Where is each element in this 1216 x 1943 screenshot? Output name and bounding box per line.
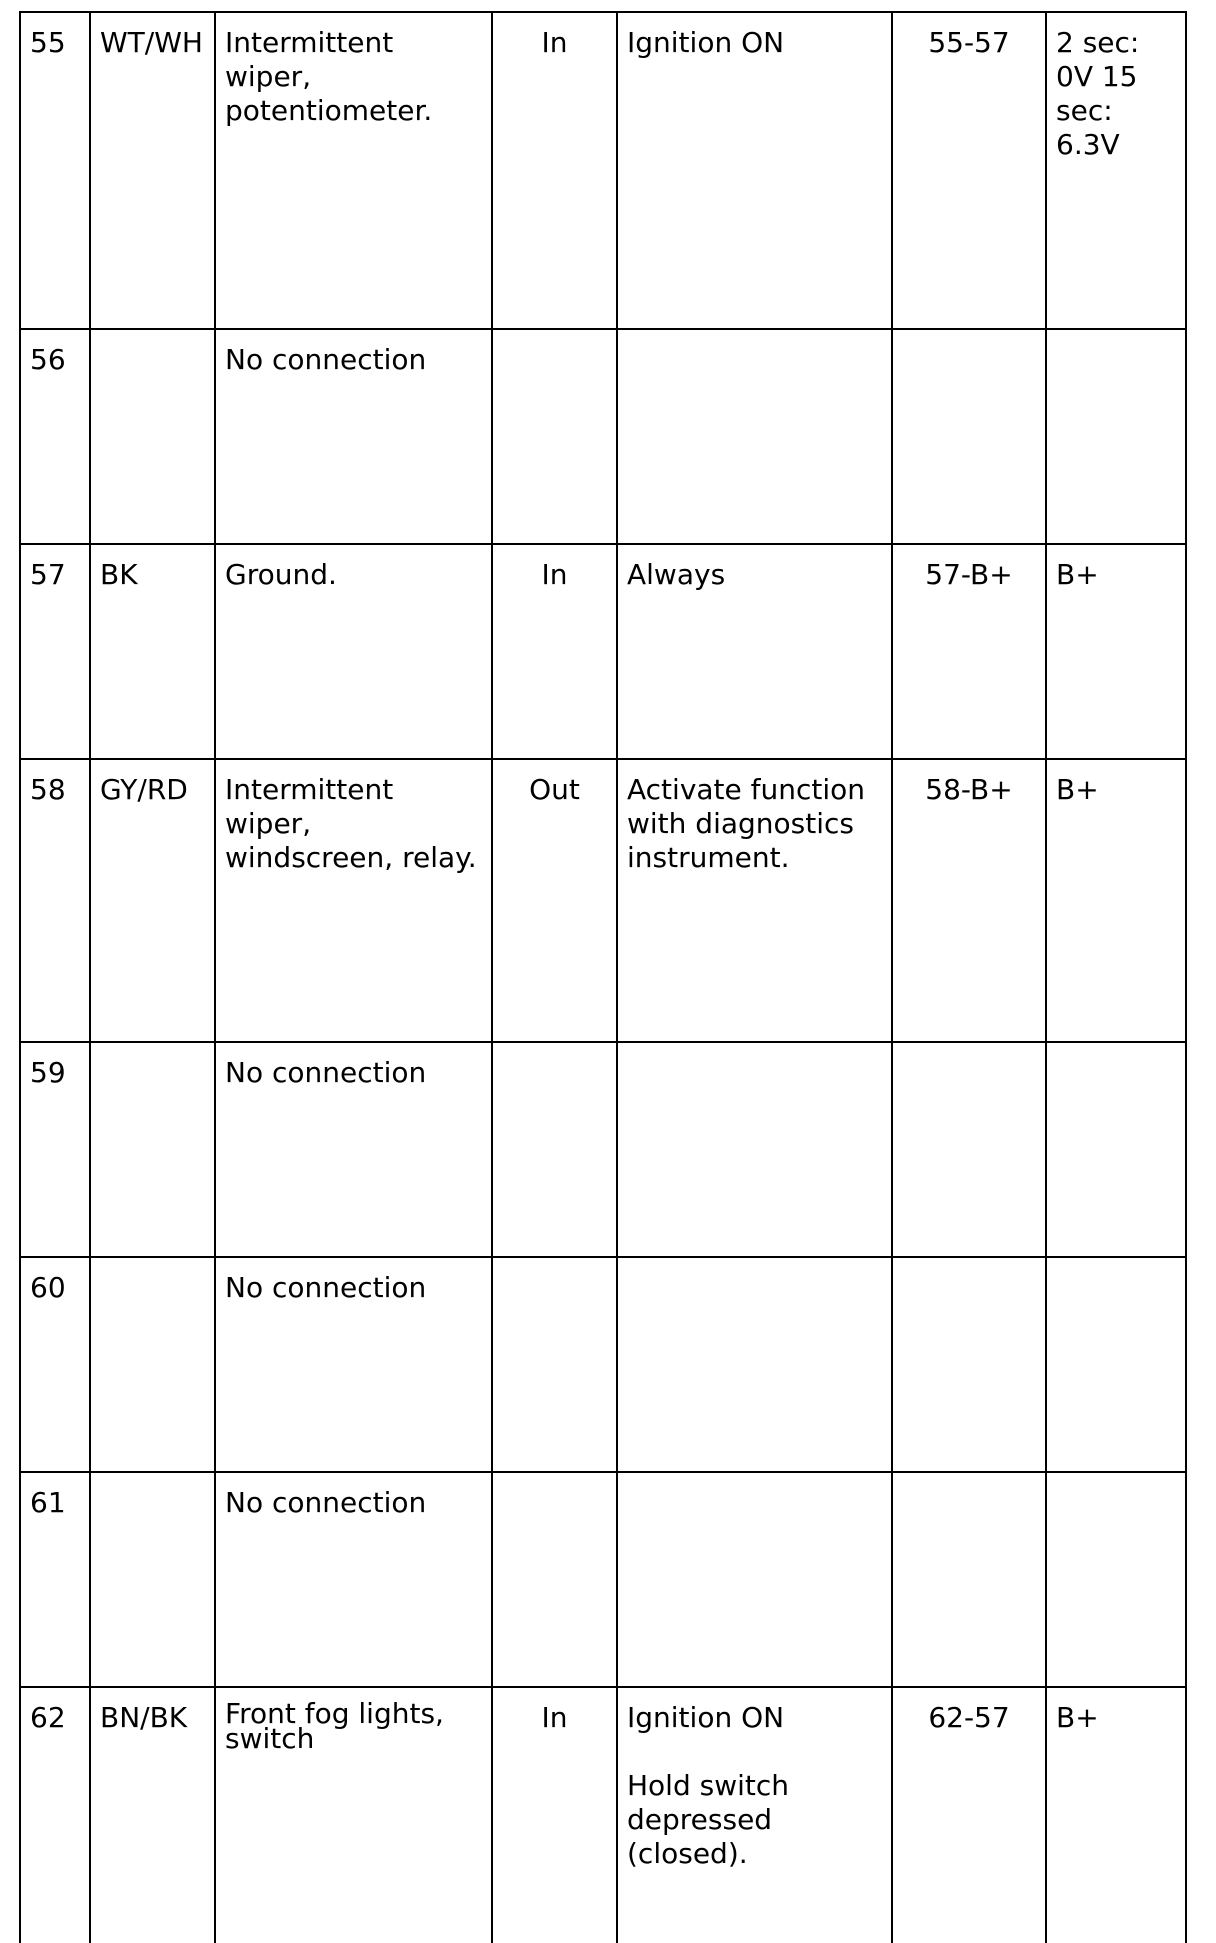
test-condition [617,1042,892,1257]
signal-direction [492,1257,617,1472]
pin-function: Intermittent wiper, windscreen, relay. [215,759,492,1042]
pin-number: 62 [20,1687,90,1943]
nominal-value: B+ [1046,759,1186,1042]
signal-direction [492,329,617,544]
pin-number: 59 [20,1042,90,1257]
pin-number: 55 [20,12,90,329]
measure-points: 62-57 [892,1687,1046,1943]
wire-color [90,329,215,544]
pin-function: No connection [215,329,492,544]
measure-points [892,1257,1046,1472]
nominal-value [1046,1042,1186,1257]
wire-color [90,1472,215,1687]
wire-color [90,1257,215,1472]
measure-points: 58-B+ [892,759,1046,1042]
table-row [20,329,1186,544]
test-condition [617,329,892,544]
pin-function: Front fog lights, switch [215,1687,492,1943]
signal-direction [492,1472,617,1687]
nominal-value: 2 sec: 0V 15 sec: 6.3V [1046,12,1186,329]
table-row [20,1042,1186,1257]
pin-table [19,11,1187,1943]
wire-color: BK [90,544,215,759]
pin-function: No connection [215,1257,492,1472]
wire-color: WT/WH [90,12,215,329]
wire-color: BN/BK [90,1687,215,1943]
signal-direction [492,1042,617,1257]
pin-function: Intermittent wiper, potentiometer. [215,12,492,329]
pin-function: No connection [215,1472,492,1687]
test-condition [617,1257,892,1472]
table-row [20,1687,1186,1943]
test-condition: Ignition ON [617,12,892,329]
pin-number: 56 [20,329,90,544]
nominal-value [1046,1257,1186,1472]
nominal-value: B+ [1046,1687,1186,1943]
measure-points [892,329,1046,544]
pin-function: Ground. [215,544,492,759]
test-condition: Activate function with diagnostics instrument. [617,759,892,1042]
wire-color [90,1042,215,1257]
test-condition: Always [617,544,892,759]
measure-points: 57-B+ [892,544,1046,759]
signal-direction: In [492,544,617,759]
table-row [20,12,1186,329]
signal-direction: In [492,1687,617,1943]
pin-number: 58 [20,759,90,1042]
pin-number: 57 [20,544,90,759]
pin-function: No connection [215,1042,492,1257]
nominal-value [1046,1472,1186,1687]
test-condition: Ignition ON Hold switch depressed (closed). [617,1687,892,1943]
wire-color: GY/RD [90,759,215,1042]
signal-direction: Out [492,759,617,1042]
test-condition [617,1472,892,1687]
pin-number: 61 [20,1472,90,1687]
measure-points [892,1042,1046,1257]
nominal-value: B+ [1046,544,1186,759]
table-row [20,544,1186,759]
table-row [20,759,1186,1042]
nominal-value [1046,329,1186,544]
table-row [20,1257,1186,1472]
measure-points [892,1472,1046,1687]
measure-points: 55-57 [892,12,1046,329]
table-row [20,1472,1186,1687]
pin-number: 60 [20,1257,90,1472]
signal-direction: In [492,12,617,329]
